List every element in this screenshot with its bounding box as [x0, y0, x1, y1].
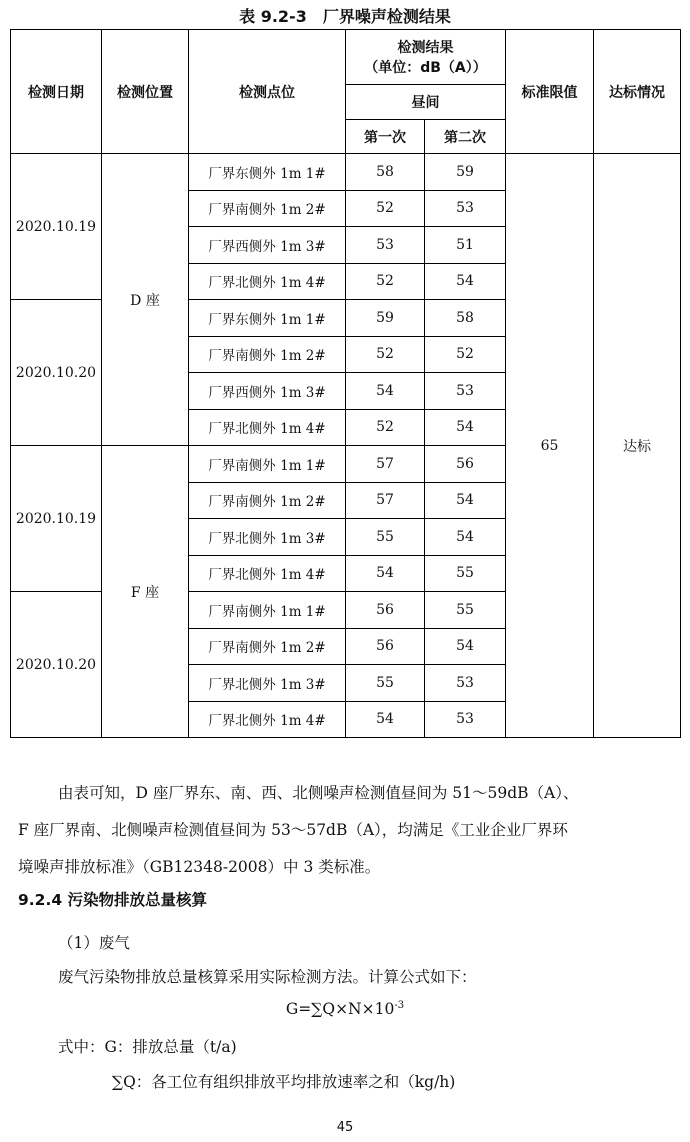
- header-location: 检测位置: [102, 30, 189, 154]
- paragraph-line-2: F 座厂界南、北侧噪声检测值昼间为 53～57dB（A），均满足《工业企业厂界环: [18, 821, 568, 839]
- point-cell: 厂界北侧外 1m 4#: [189, 263, 346, 300]
- method-text: 废气污染物排放总量核算采用实际检测方法。计算公式如下：: [58, 968, 477, 986]
- point-cell: 厂界东侧外 1m 1#: [189, 300, 346, 337]
- header-result: [346, 30, 506, 85]
- point-cell: 厂界西侧外 1m 3#: [189, 373, 346, 410]
- location-cell: F 座: [102, 446, 189, 738]
- formula: [0, 1000, 690, 1018]
- where-g: 式中：G：排放总量（t/a): [58, 1038, 237, 1056]
- first-value-cell: 56: [346, 628, 425, 665]
- first-value-cell: 57: [346, 482, 425, 519]
- first-value-cell: 54: [346, 373, 425, 410]
- paragraph-line-1: 由表可知，D 座厂界东、南、西、北侧噪声检测值昼间为 51～59dB（A）、: [58, 784, 579, 802]
- date-cell: 2020.10.20: [11, 592, 102, 738]
- second-value-cell: 55: [425, 592, 506, 629]
- second-value-cell: 58: [425, 300, 506, 337]
- point-cell: 厂界北侧外 1m 4#: [189, 701, 346, 738]
- point-cell: 厂界西侧外 1m 3#: [189, 227, 346, 264]
- first-value-cell: 55: [346, 519, 425, 556]
- header-second: 第二次: [425, 120, 506, 154]
- table-body: [11, 154, 681, 738]
- where-q: ∑Q：各工位有组织排放平均排放速率之和（kg/h): [112, 1073, 456, 1091]
- header-point: 检测点位: [189, 30, 346, 154]
- second-value-cell: 53: [425, 190, 506, 227]
- formula-exponent: -3: [394, 1000, 405, 1011]
- first-value-cell: 52: [346, 409, 425, 446]
- header-status: 达标情况: [594, 30, 681, 154]
- location-cell: D 座: [102, 154, 189, 446]
- limit-cell: 65: [506, 154, 594, 738]
- table-row: [11, 154, 681, 191]
- header-result-title: 检测结果: [397, 40, 454, 56]
- point-cell: 厂界南侧外 1m 2#: [189, 482, 346, 519]
- header-period: 昼间: [346, 85, 506, 120]
- second-value-cell: 54: [425, 628, 506, 665]
- point-cell: 厂界南侧外 1m 2#: [189, 336, 346, 373]
- first-value-cell: 54: [346, 701, 425, 738]
- header-limit: 标准限值: [506, 30, 594, 154]
- second-value-cell: 51: [425, 227, 506, 264]
- second-value-cell: 54: [425, 519, 506, 556]
- second-value-cell: 54: [425, 409, 506, 446]
- date-cell: 2020.10.19: [11, 446, 102, 592]
- page-number: 45: [336, 1120, 354, 1135]
- first-value-cell: 52: [346, 190, 425, 227]
- first-value-cell: 53: [346, 227, 425, 264]
- point-cell: 厂界南侧外 1m 1#: [189, 592, 346, 629]
- point-cell: 厂界南侧外 1m 1#: [189, 446, 346, 483]
- second-value-cell: 53: [425, 373, 506, 410]
- point-cell: 厂界南侧外 1m 2#: [189, 190, 346, 227]
- second-value-cell: 52: [425, 336, 506, 373]
- second-value-cell: 54: [425, 482, 506, 519]
- date-cell: 2020.10.19: [11, 154, 102, 300]
- point-cell: 厂界北侧外 1m 3#: [189, 665, 346, 702]
- first-value-cell: 59: [346, 300, 425, 337]
- formula-base: G=∑Q×N×10: [285, 1000, 395, 1019]
- status-cell: 达标: [594, 154, 681, 738]
- point-cell: 厂界北侧外 1m 4#: [189, 555, 346, 592]
- first-value-cell: 54: [346, 555, 425, 592]
- subheading-waste-gas: （1）废气: [58, 934, 130, 952]
- header-date: 检测日期: [11, 30, 102, 154]
- header-result-unit: （单位：dB（A））: [364, 60, 487, 76]
- second-value-cell: 56: [425, 446, 506, 483]
- second-value-cell: 53: [425, 665, 506, 702]
- section-heading: 9.2.4 污染物排放总量核算: [18, 891, 208, 909]
- first-value-cell: 52: [346, 336, 425, 373]
- point-cell: 厂界北侧外 1m 3#: [189, 519, 346, 556]
- first-value-cell: 52: [346, 263, 425, 300]
- first-value-cell: 57: [346, 446, 425, 483]
- point-cell: 厂界南侧外 1m 2#: [189, 628, 346, 665]
- first-value-cell: 56: [346, 592, 425, 629]
- noise-results-table: [10, 29, 681, 738]
- second-value-cell: 53: [425, 701, 506, 738]
- header-first: 第一次: [346, 120, 425, 154]
- result-paragraph: [18, 775, 674, 886]
- second-value-cell: 59: [425, 154, 506, 191]
- date-cell: 2020.10.20: [11, 300, 102, 446]
- paragraph-line-3: 境噪声排放标准》（GB12348-2008）中 3 类标准。: [18, 858, 381, 876]
- first-value-cell: 55: [346, 665, 425, 702]
- second-value-cell: 54: [425, 263, 506, 300]
- point-cell: 厂界北侧外 1m 4#: [189, 409, 346, 446]
- table-caption: 表 9.2-3 厂界噪声检测结果: [239, 7, 451, 26]
- second-value-cell: 55: [425, 555, 506, 592]
- first-value-cell: 58: [346, 154, 425, 191]
- point-cell: 厂界东侧外 1m 1#: [189, 154, 346, 191]
